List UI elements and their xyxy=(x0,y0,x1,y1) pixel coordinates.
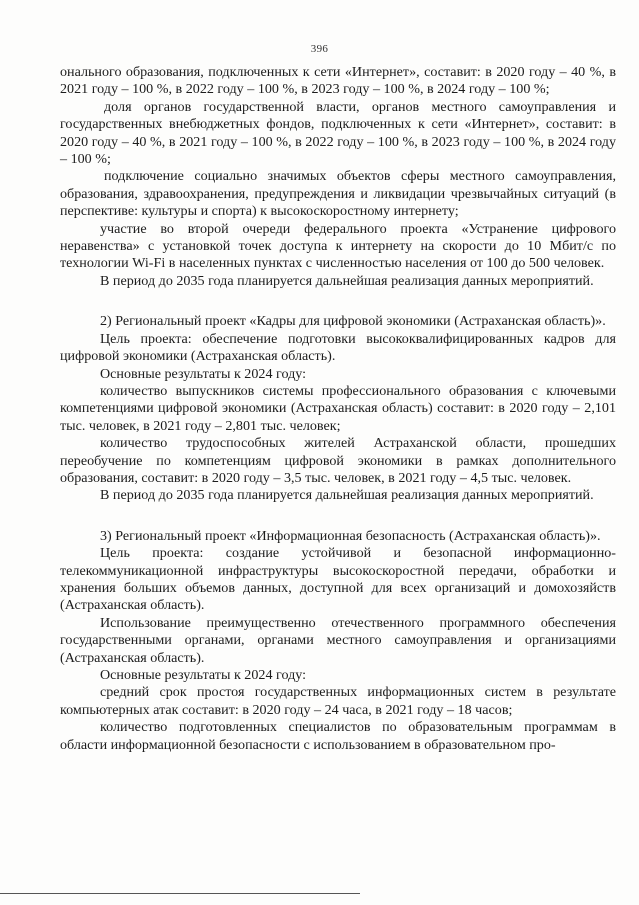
paragraph: количество подготовленных специалистов по образовательным программам в области информационной безопасности с использованием в образовательном про- xyxy=(60,719,616,753)
paragraph: онального образования, подключенных к сети «Интернет», составит: в 2020 году – 40 %, в 2021 году – 100 %, в 2022 году – 100 %, в 2023 году – 100 %, в 2024 году – 100 %; xyxy=(60,64,616,98)
page-number: 396 xyxy=(310,43,329,55)
section-gap xyxy=(60,505,616,528)
paragraph: Использование преимущественно отечественного программного обеспечения государственными органами, органами местного самоуправления и организациями (Астраханская область). xyxy=(60,614,616,666)
paragraph: В период до 2035 года планируется дальнейшая реализация данных мероприятий. xyxy=(100,487,594,504)
paragraph: количество трудоспособных жителей Астраханской области, прошедших переобучение по компетенциям цифровой экономики в рамках дополнительного образования, составит: в 2020 году – 3,5 тыс. человек, в 2021 году – 4,5 тыс. человек. xyxy=(60,435,616,486)
section-heading: 2) Региональный проект «Кадры для цифровой экономики (Астраханская область)». xyxy=(100,313,606,330)
paragraph: Основные результаты к 2024 году: xyxy=(100,365,307,382)
paragraph: Цель проекта: обеспечение подготовки высококвалифицированных кадров для цифровой экономики (Астраханская область). xyxy=(60,330,616,365)
paragraph: Цель проекта: создание устойчивой и безопасной информационно-телекоммуникационной инфраструктуры высокоскоростной передачи, обработки и хранения больших объемов данных, доступной для всех организаций и домохозяйств (Астраханская область). xyxy=(60,545,616,614)
section-heading: 3) Региональный проект «Информационная безопасность (Астраханская область)». xyxy=(100,527,601,544)
paragraph: количество выпускников системы профессионального образования с ключевыми компетенциями цифровой экономики (Астраханская область) составит: в 2020 году – 2,101 тыс. человек, в 2021 году – 2,801 тыс. человек; xyxy=(60,382,616,434)
footer-rule xyxy=(0,893,360,894)
paragraph: средний срок простоя государственных информационных систем в результате компьютерных атак составит: в 2020 году – 24 часа, в 2021 году – 18 часов; xyxy=(60,684,616,718)
document-body xyxy=(60,64,616,754)
paragraph: В период до 2035 года планируется дальнейшая реализация данных мероприятий. xyxy=(100,272,594,289)
section-gap xyxy=(60,290,616,313)
paragraph: подключение социально значимых объектов сферы местного самоуправления, образования, здравоохранения, предупреждения и ликвидации чрезвычайных ситуаций (в перспективе: культуры и спорта) к высокоскоростному интернету; xyxy=(60,168,616,220)
paragraph: доля органов государственной власти, органов местного самоуправления и государственных внебюджетных фондов, подключенных к сети «Интернет», составит: в 2020 году – 40 %, в 2021 году – 100 %, в 2022 году – 100 %, в 2023 году – 100 %, в 2024 году – 100 %; xyxy=(60,98,616,168)
paragraph: Основные результаты к 2024 году: xyxy=(100,667,307,683)
paragraph: участие во второй очереди федерального проекта «Устранение цифрового неравенства» с установкой точек доступа к интернету на скорости до 10 Мбит/с по технологии Wi-Fi в населенных пунктах с численностью населения от 100 до 500 человек. xyxy=(60,220,616,272)
